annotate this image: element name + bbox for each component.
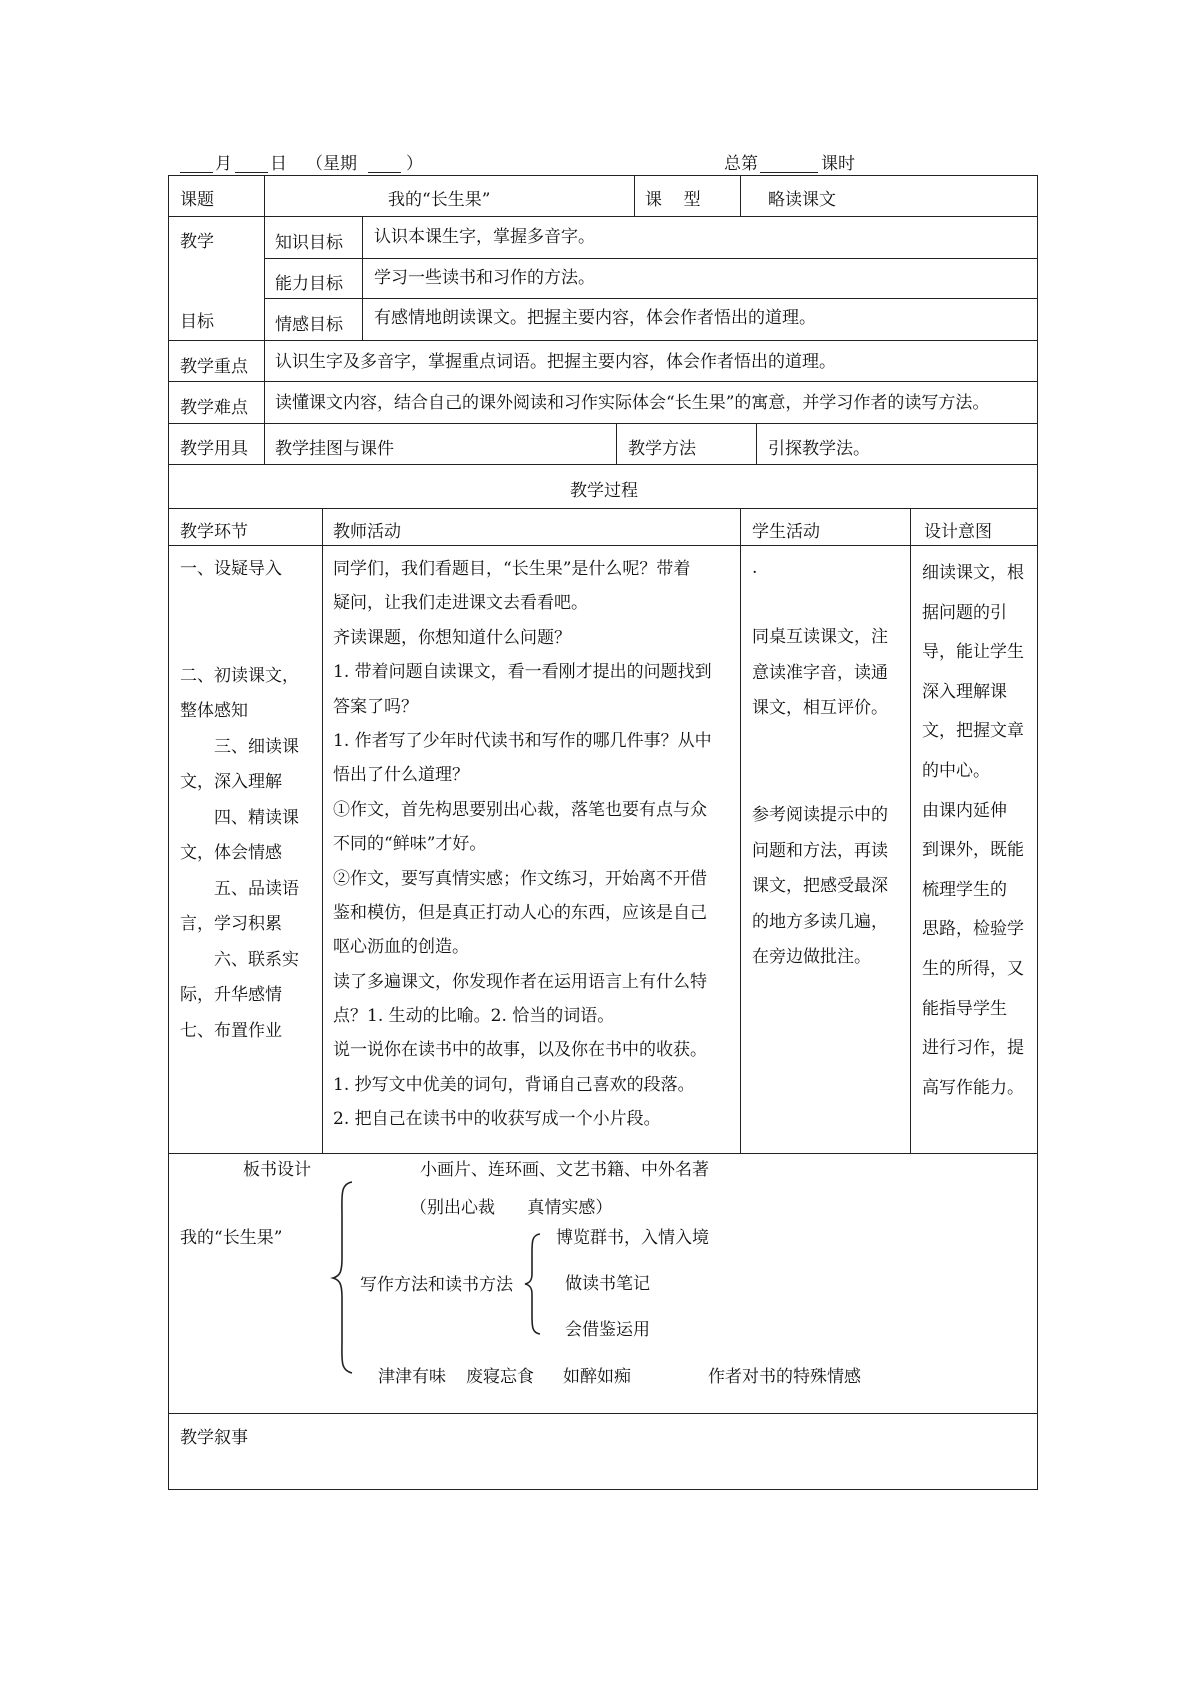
board-bottom-word: 津津有味 [378, 1367, 446, 1387]
method-label: 教学方法 [628, 439, 696, 459]
design-line: 能指导学生 [922, 998, 1007, 1019]
teacher-line: 齐读课题，你想知道什么问题？ [333, 627, 571, 648]
method-text: 引探教学法。 [768, 439, 870, 459]
day-blank [235, 157, 268, 173]
step-line: 言，学习积累 [180, 914, 282, 934]
board-root: 我的“长生果” [180, 1228, 283, 1248]
board-sub: （别出心裁 真情实感） [410, 1198, 613, 1218]
header-design: 设计意图 [924, 522, 992, 542]
ability-goal-label: 能力目标 [275, 274, 343, 294]
goals-label-top: 教学 [180, 232, 214, 252]
large-brace [330, 1180, 356, 1375]
tools-label: 教学用具 [180, 439, 248, 459]
total-blank [760, 157, 818, 173]
teacher-line: 答案了吗？ [333, 696, 418, 717]
emotion-goal-text: 有感情地朗读课文。把握主要内容，体会作者悟出的道理。 [374, 308, 816, 328]
teacher-line: 不同的“鲜味”才好。 [333, 834, 487, 855]
day-label: 日 [270, 154, 287, 174]
board-label: 板书设计 [243, 1160, 311, 1180]
teacher-line: 2. 把自己在读书中的收获写成一个小片段。 [333, 1109, 661, 1130]
design-line: 高写作能力。 [922, 1077, 1024, 1098]
student-line: 同桌互读课文，注 [752, 627, 888, 647]
teacher-line: 读了多遍课文，你发现作者在运用语言上有什么特 [333, 971, 707, 992]
goals-label-bottom: 目标 [180, 312, 214, 332]
step-line: 五、品读语 [180, 878, 299, 899]
topic-value: 我的“长生果” [388, 190, 491, 210]
key-points-label: 教学重点 [180, 357, 248, 377]
student-line: 的地方多读几遍， [752, 911, 888, 932]
topic-label: 课题 [180, 190, 214, 210]
difficulty-label: 教学难点 [180, 398, 248, 418]
weekday-close: ） [406, 154, 423, 174]
design-line: 文，把握文章 [922, 721, 1024, 742]
teacher-line: 疑问，让我们走进课文去看看吧。 [333, 593, 588, 614]
teacher-line: 说一说你在读书中的故事，以及你在书中的收获。 [333, 1040, 707, 1061]
teacher-line: ①作文，首先构思要别出心裁，落笔也要有点与众 [333, 799, 707, 820]
design-intent [922, 554, 1024, 1108]
header-steps: 教学环节 [180, 522, 248, 542]
student-line: 在旁边做批注。 [752, 947, 871, 967]
board-item: 博览群书，入情入境 [556, 1228, 709, 1248]
student-activity-1 [752, 620, 888, 727]
step-line: 四、精读课 [180, 807, 299, 828]
step-line: 一、设疑导入 [180, 559, 282, 579]
small-brace [522, 1232, 544, 1336]
step-line: 二、初读课文， [180, 665, 299, 686]
design-line: 梳理学生的 [922, 879, 1007, 900]
board-item: 做读书笔记 [565, 1274, 650, 1294]
design-line: 细读课文，根 [922, 563, 1024, 583]
process-title: 教学过程 [570, 481, 638, 501]
design-line: 导，能让学生 [922, 642, 1024, 663]
board-bottom-word: 废寝忘食 [466, 1367, 534, 1387]
header-student: 学生活动 [752, 522, 820, 542]
teacher-line: 悟出了什么道理？ [333, 765, 469, 786]
total-suffix: 课时 [821, 154, 855, 174]
design-line: 据问题的引 [922, 602, 1007, 623]
design-line: 生的所得，又 [922, 958, 1024, 979]
design-line: 的中心。 [922, 760, 990, 781]
student-line: 参考阅读提示中的 [752, 805, 888, 825]
total-prefix: 总第 [724, 154, 758, 174]
design-line: 到课外，既能 [922, 840, 1024, 861]
board-branch: 写作方法和读书方法 [360, 1275, 513, 1295]
teacher-line: 同学们，我们看题目，“长生果”是什么呢？带着 [333, 559, 691, 579]
weekday-open: （星期 [306, 154, 357, 174]
knowledge-goal-label: 知识目标 [275, 233, 343, 253]
ability-goal-text: 学习一些读书和习作的方法。 [374, 268, 595, 288]
design-line: 进行习作，提 [922, 1038, 1024, 1059]
student-line: 意读准字音，读通 [752, 662, 888, 683]
difficulty-text: 读懂课文内容，结合自己的课外阅读和习作实际体会“长生果”的寓意，并学习作者的读写方法。 [275, 393, 990, 413]
teacher-line: 呕心沥血的创造。 [333, 937, 469, 958]
student-dot: . [752, 558, 758, 578]
header-teacher: 教师活动 [333, 522, 401, 542]
board-bottom-word: 如醉如痴 [563, 1367, 631, 1387]
student-line: 课文，把感受最深 [752, 876, 888, 896]
board-top: 小画片、连环画、文艺书籍、中外名著 [420, 1160, 709, 1180]
page-header [180, 154, 880, 176]
step-list [180, 552, 299, 1049]
student-line: 课文，相互评价。 [752, 698, 888, 718]
step-line: 七、布置作业 [180, 1020, 282, 1041]
step-line: 际，升华感情 [180, 985, 282, 1005]
teacher-line: 鉴和模仿，但是真正打动人心的东西，应该是自己 [333, 902, 707, 923]
emotion-goal-label: 情感目标 [275, 315, 343, 335]
board-item: 会借鉴运用 [565, 1320, 650, 1340]
type-label: 课 型 [645, 190, 701, 210]
design-line: 由课内延伸 [922, 800, 1007, 821]
step-line [180, 588, 299, 624]
board-bottom-note: 作者对书的特殊情感 [708, 1367, 861, 1387]
teacher-activities [333, 552, 712, 1137]
key-points-text: 认识生字及多音字，掌握重点词语。把握主要内容，体会作者悟出的道理。 [275, 352, 836, 372]
step-line: 文，深入理解 [180, 772, 282, 792]
design-line: 深入理解课 [922, 681, 1007, 702]
weekday-blank [368, 157, 401, 173]
teacher-line: 1. 抄写文中优美的词句，背诵自己喜欢的段落。 [333, 1074, 695, 1095]
design-line: 思路，检验学 [922, 919, 1024, 940]
student-line: 问题和方法，再读 [752, 840, 888, 861]
tools-text: 教学挂图与课件 [275, 439, 394, 459]
student-activity-2 [752, 798, 888, 976]
type-value: 略读课文 [768, 190, 836, 210]
step-line: 六、联系实 [180, 949, 299, 970]
teacher-line: 点？1. 生动的比喻。2. 恰当的词语。 [333, 1006, 615, 1027]
narrative-label: 教学叙事 [180, 1428, 248, 1448]
teacher-line: ②作文，要写真情实感；作文练习，开始离不开借 [333, 868, 707, 889]
step-line: 三、细读课 [180, 736, 299, 757]
knowledge-goal-text: 认识本课生字，掌握多音字。 [374, 227, 595, 247]
step-line: 整体感知 [180, 701, 248, 721]
month-blank [180, 157, 213, 173]
step-line: 文，体会情感 [180, 843, 282, 863]
month-label: 月 [215, 154, 232, 174]
teacher-line: 1. 作者写了少年时代读书和写作的哪几件事？从中 [333, 730, 712, 751]
step-line [180, 623, 299, 659]
teacher-line: 1. 带着问题自读课文，看一看刚才提出的问题找到 [333, 662, 712, 683]
